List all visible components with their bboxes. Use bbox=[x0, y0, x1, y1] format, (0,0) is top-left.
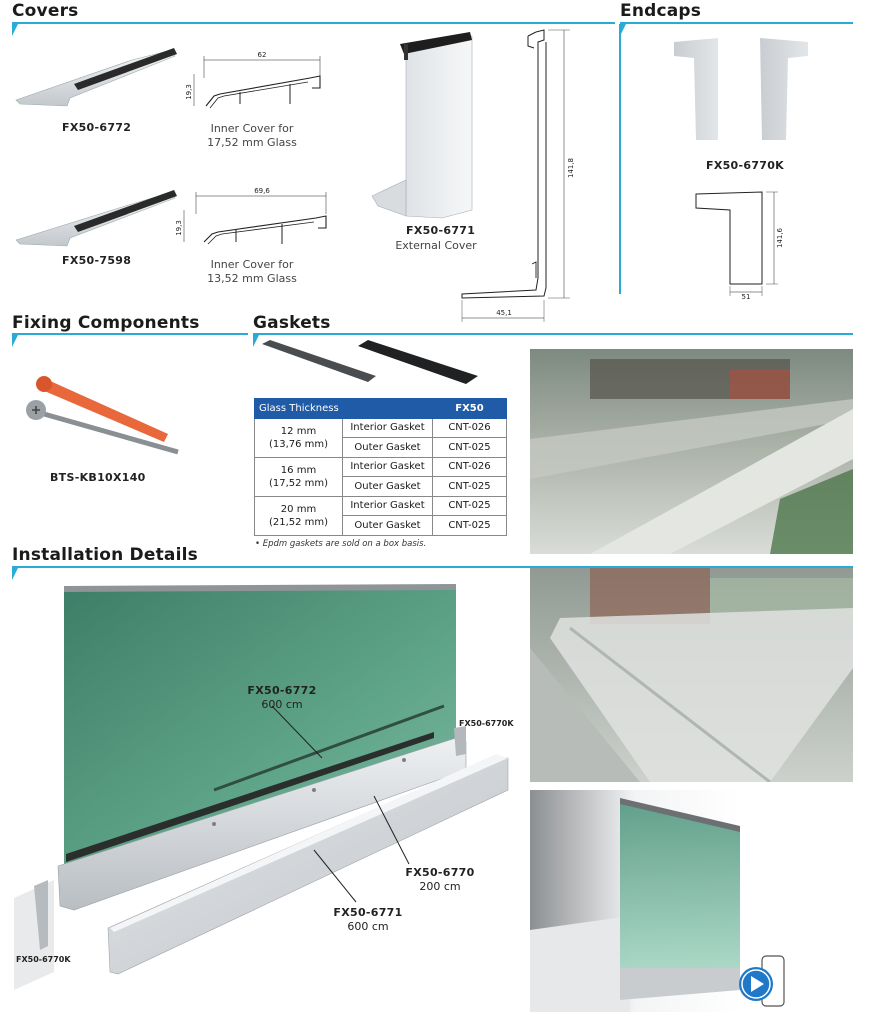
gasket-code: CNT-026 bbox=[433, 457, 507, 477]
inner-cover-7598-drawing bbox=[170, 184, 330, 254]
installation-diagram bbox=[14, 580, 519, 1000]
gaskets-table bbox=[254, 398, 507, 536]
screw-anchor-image bbox=[18, 360, 188, 460]
gaskets-rule bbox=[253, 333, 853, 335]
callout-profile: FX50-6770 200 cm bbox=[405, 866, 475, 893]
callout-external-cover: FX50-6771 600 cm bbox=[333, 906, 403, 933]
gaskets-image bbox=[256, 336, 486, 392]
gasket-type: Interior Gasket bbox=[343, 418, 433, 438]
gasket-code: CNT-025 bbox=[433, 496, 507, 516]
gasket-type: Outer Gasket bbox=[343, 438, 433, 458]
gasket-type: Interior Gasket bbox=[343, 457, 433, 477]
callout-endcap-top: FX50-6770K bbox=[459, 719, 514, 728]
svg-text:62: 62 bbox=[257, 51, 267, 59]
external-cover-desc: External Cover bbox=[395, 239, 477, 252]
svg-text:45,1: 45,1 bbox=[496, 309, 512, 317]
gasket-code: CNT-025 bbox=[433, 477, 507, 497]
gasket-code: CNT-025 bbox=[433, 516, 507, 536]
gasket-type: Outer Gasket bbox=[343, 477, 433, 497]
gaskets-note: • Epdm gaskets are sold on a box basis. bbox=[255, 539, 427, 549]
inner-cover-7598-image bbox=[12, 186, 182, 250]
cover-7598-code: FX50-7598 bbox=[62, 254, 132, 267]
gasket-thickness-1: 12 mm (13,76 mm) bbox=[255, 418, 343, 457]
endcap-image bbox=[670, 36, 820, 156]
gasket-thickness-2: 16 mm (17,52 mm) bbox=[255, 457, 343, 496]
gasket-code: CNT-025 bbox=[433, 438, 507, 458]
endcap-code: FX50-6770K bbox=[706, 159, 785, 172]
fixing-code: BTS-KB10X140 bbox=[50, 471, 146, 484]
section-title-covers: Covers bbox=[12, 1, 79, 21]
section-title-gaskets: Gaskets bbox=[253, 313, 331, 333]
gasket-type: Interior Gasket bbox=[343, 496, 433, 516]
covers-rule bbox=[12, 22, 615, 24]
play-video-icon[interactable] bbox=[736, 954, 788, 1012]
svg-text:19,3: 19,3 bbox=[185, 84, 193, 100]
callout-endcap-bottom: FX50-6770K bbox=[16, 955, 71, 964]
fixing-rule bbox=[12, 333, 248, 335]
fixing-tick bbox=[12, 335, 18, 347]
endcaps-divider bbox=[619, 24, 621, 294]
inner-cover-6772-drawing bbox=[180, 48, 330, 118]
endcaps-rule bbox=[620, 22, 853, 24]
section-title-fixing: Fixing Components bbox=[12, 313, 200, 333]
section-title-endcaps: Endcaps bbox=[620, 1, 702, 21]
cover-7598-desc: Inner Cover for 13,52 mm Glass bbox=[207, 258, 297, 285]
gaskets-header-fx50: FX50 bbox=[433, 399, 507, 419]
svg-text:19,3: 19,3 bbox=[175, 220, 183, 236]
external-cover-code: FX50-6771 bbox=[406, 224, 476, 237]
svg-text:141,6: 141,6 bbox=[776, 227, 784, 249]
svg-text:51: 51 bbox=[741, 293, 751, 300]
installation-tick bbox=[12, 568, 18, 580]
svg-text:141,8: 141,8 bbox=[567, 157, 575, 179]
rendered-railing-photo bbox=[530, 790, 853, 1012]
cover-6772-code: FX50-6772 bbox=[62, 121, 132, 134]
endcap-drawing bbox=[690, 180, 800, 300]
gasket-thickness-3: 20 mm (21,52 mm) bbox=[255, 496, 343, 535]
covers-tick bbox=[12, 24, 18, 36]
gasket-code: CNT-026 bbox=[433, 418, 507, 438]
cover-6772-desc: Inner Cover for 17,52 mm Glass bbox=[207, 122, 297, 149]
mall-photo-1 bbox=[530, 349, 853, 554]
mall-photo-2 bbox=[530, 568, 853, 782]
inner-cover-6772-image bbox=[12, 40, 182, 110]
external-cover-drawing bbox=[452, 28, 582, 328]
gaskets-header-thickness: Glass Thickness bbox=[255, 399, 433, 419]
section-title-installation: Installation Details bbox=[12, 545, 198, 565]
callout-inner-cover: FX50-6772 600 cm bbox=[247, 684, 317, 711]
svg-text:69,6: 69,6 bbox=[254, 187, 270, 195]
gasket-type: Outer Gasket bbox=[343, 516, 433, 536]
